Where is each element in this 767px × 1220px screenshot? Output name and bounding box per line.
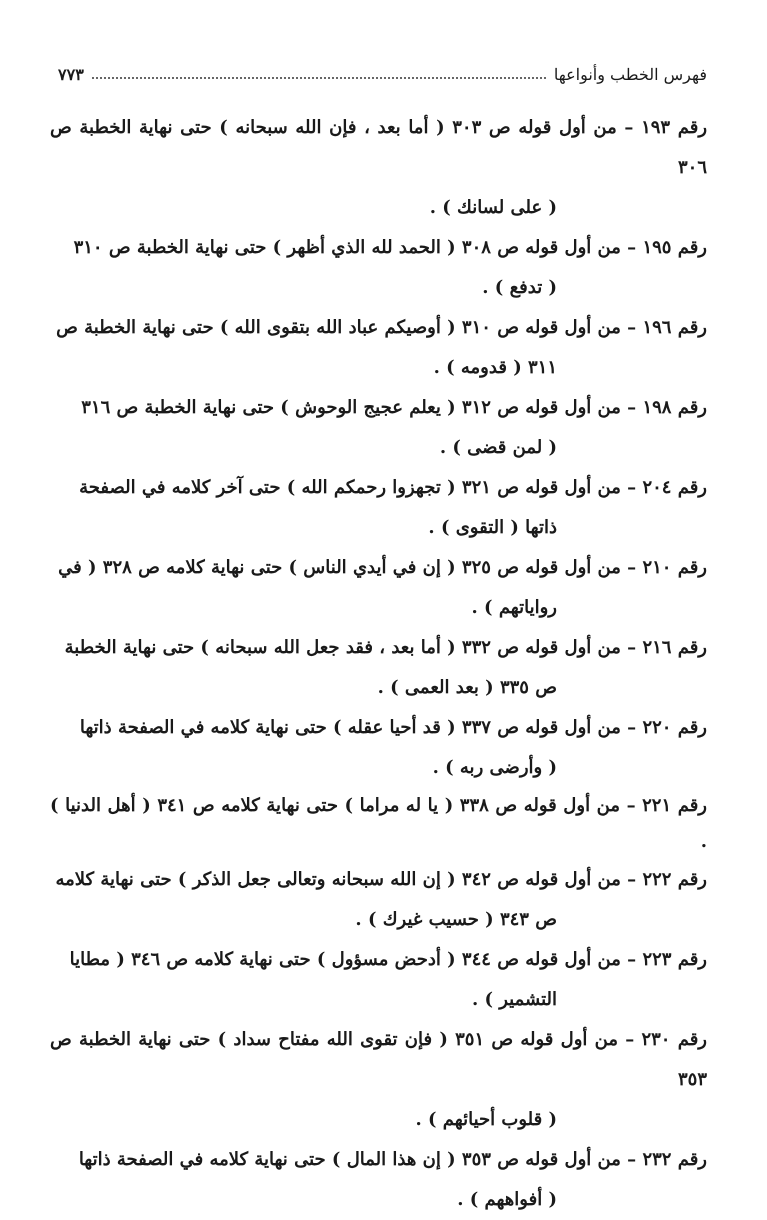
- leader-dots: [92, 77, 546, 79]
- entry-line: رقم ٢٢٢ – من أول قوله ص ٣٤٢ ( إن الله سبحانه وتعالى جعل الذكر ) حتى نهاية كلامه: [55, 869, 707, 890]
- entry-line: رقم ١٩٨ – من أول قوله ص ٣١٢ ( يعلم عجيج الوحوش ) حتى نهاية الخطبة ص ٣١٦: [81, 397, 707, 418]
- entry-line: رقم ٢٣٠ – من أول قوله ص ٣٥١ ( فإن تقوى الله مفتاح سداد ) حتى نهاية الخطبة ص ٣٥٣: [50, 1029, 707, 1090]
- entry-continuation: ( تدفع ) .: [482, 277, 557, 298]
- entry-line: رقم ٢٠٤ – من أول قوله ص ٣٢١ ( تجهزوا رحمكم الله ) حتى آخر كلامه في الصفحة: [79, 477, 707, 498]
- index-entry: [50, 468, 707, 548]
- entry-continuation: ( أفواههم ) .: [457, 1189, 557, 1210]
- entry-line: رقم ٢٣٢ – من أول قوله ص ٣٥٣ ( إن هذا المال ) حتى نهاية كلامه في الصفحة ذاتها: [78, 1149, 707, 1170]
- entry-line: رقم ١٩٦ – من أول قوله ص ٣١٠ ( أوصيكم عباد الله بتقوى الله ) حتى نهاية الخطبة ص: [56, 317, 707, 338]
- entry-line: رقم ٢٢٠ – من أول قوله ص ٣٣٧ ( قد أحيا عقله ) حتى نهاية كلامه في الصفحة ذاتها: [79, 717, 707, 738]
- index-entry: [50, 1020, 707, 1140]
- index-entry: [50, 940, 707, 1020]
- entry-continuation: ( وأرضى ربه ) .: [432, 757, 557, 778]
- index-entries: [50, 108, 707, 1220]
- running-title: فهرس الخطب وأنواعها: [553, 65, 707, 84]
- entry-continuation: ( لمن قضى ) .: [439, 437, 557, 458]
- index-entry: [50, 388, 707, 468]
- index-entry: [50, 228, 707, 308]
- entry-line: رقم ٢١٠ – من أول قوله ص ٣٢٥ ( إن في أيدي الناس ) حتى نهاية كلامه ص ٣٢٨ ( في: [58, 557, 707, 578]
- entry-continuation: ص ٣٤٣ ( حسيب غيرك ) .: [355, 909, 557, 930]
- entry-line: رقم ٢٢٣ – من أول قوله ص ٣٤٤ ( أدحض مسؤول ) حتى نهاية كلامه ص ٣٤٦ ( مطايا: [69, 949, 707, 970]
- entry-continuation: رواياتهم ) .: [471, 597, 557, 618]
- entry-continuation: التشمير ) .: [471, 989, 557, 1010]
- entry-continuation: ذاتها ( التقوى ) .: [428, 517, 557, 538]
- entry-line: رقم ١٩٣ – من أول قوله ص ٣٠٣ ( أما بعد ، فإن الله سبحانه ) حتى نهاية الخطبة ص ٣٠٦: [50, 117, 708, 178]
- entry-line: رقم ١٩٥ – من أول قوله ص ٣٠٨ ( الحمد لله الذي أظهر ) حتى نهاية الخطبة ص ٣١٠: [73, 237, 707, 258]
- entry-continuation: ٣١١ ( قدومه ) .: [433, 357, 557, 378]
- index-entry: [50, 308, 707, 388]
- index-entry: [50, 1140, 707, 1220]
- index-entry: [50, 788, 707, 860]
- index-entry: [50, 708, 707, 788]
- entry-line: رقم ٢١٦ – من أول قوله ص ٣٣٢ ( أما بعد ، فقد جعل الله سبحانه ) حتى نهاية الخطبة: [64, 637, 707, 658]
- entry-line: رقم ٢٢١ – من أول قوله ص ٣٣٨ ( يا له مراما ) حتى نهاية كلامه ص ٣٤١ ( أهل الدنيا ) .: [50, 795, 708, 852]
- index-entry: [50, 628, 707, 708]
- page-number: ٧٧٣: [58, 65, 84, 84]
- entry-continuation: ( على لسانك ) .: [429, 197, 557, 218]
- index-entry: [50, 548, 707, 628]
- index-entry: [50, 108, 707, 228]
- entry-continuation: ( قلوب أحيائهم ) .: [415, 1109, 557, 1130]
- page-header: [58, 62, 707, 84]
- entry-continuation: ص ٣٣٥ ( بعد العمى ) .: [377, 677, 557, 698]
- index-entry: [50, 860, 707, 940]
